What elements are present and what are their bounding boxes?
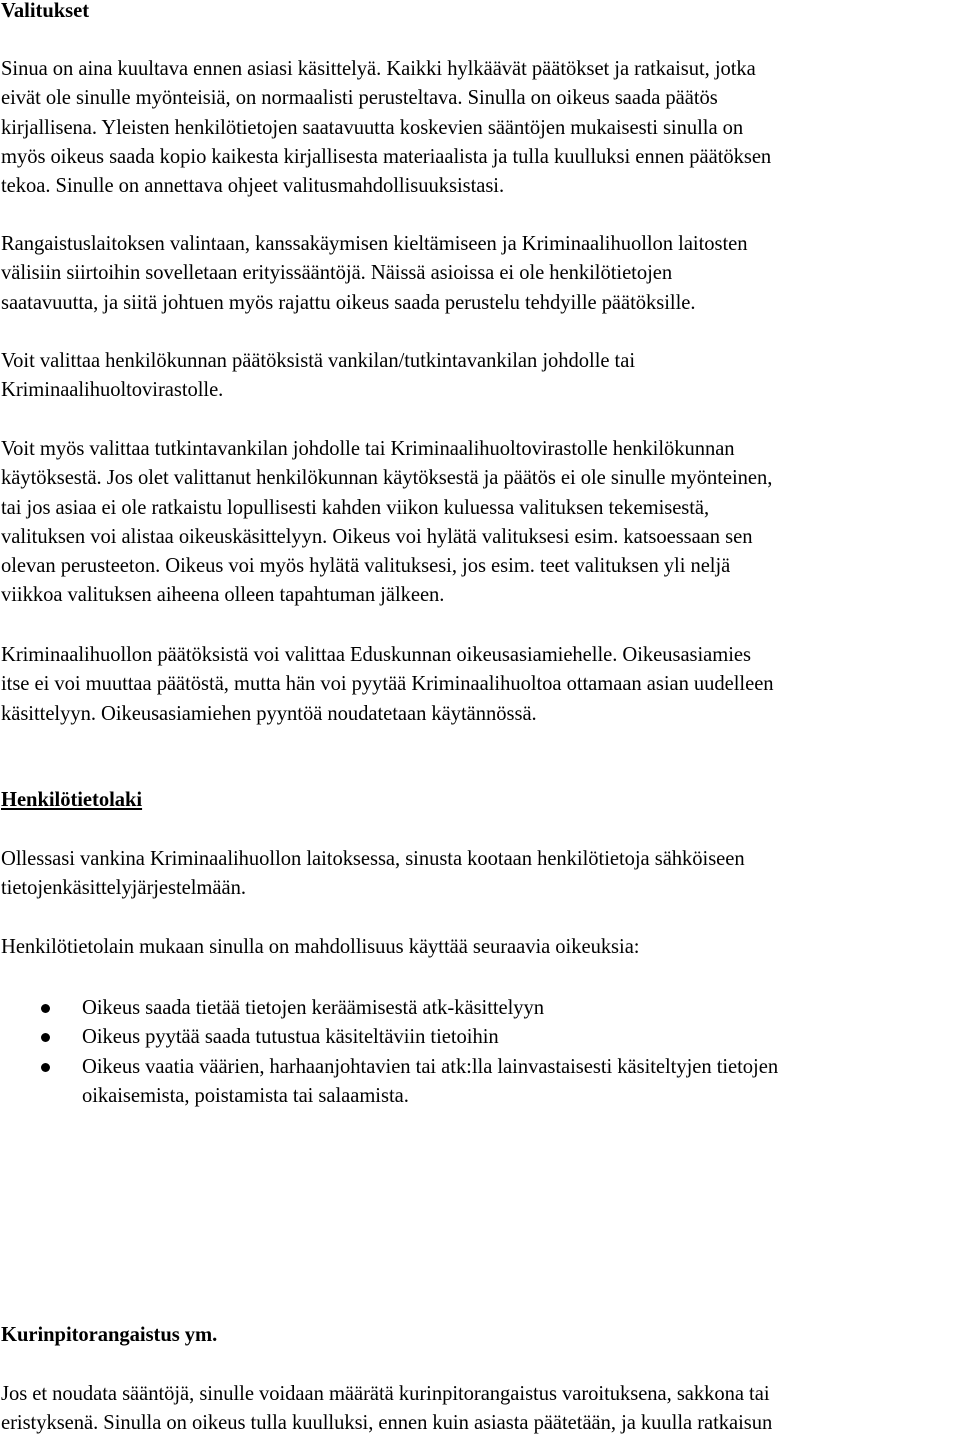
paragraph-valitukset-5 — [1, 641, 959, 729]
text-line: saatavuutta, ja siitä johtuen myös rajattu oikeus saada perustelu tehdyille päätöksille. — [1, 291, 696, 314]
text-line: tietojenkäsittelyjärjestelmään. — [1, 877, 246, 900]
text-line: eristyksenä. Sinulla on oikeus tulla kuulluksi, ennen kuin asiasta päätetään, ja kuulla ratkaisun — [1, 1412, 773, 1435]
list-item — [1, 994, 959, 1023]
text-line: Jos et noudata sääntöjä, sinulle voidaan määrätä kurinpitorangaistus varoituksena, sakkona tai — [1, 1383, 770, 1405]
text-line: olevan perusteeton. Oikeus voi myös hylätä valituksesi, jos esim. teet valituksen yli neljä — [1, 555, 731, 578]
text-line: Henkilötietolain mukaan sinulla on mahdollisuus käyttää seuraavia oikeuksia: — [1, 936, 640, 958]
text-line: Sinua on aina kuultava ennen asiasi käsittelyä. Kaikki hylkäävät päätökset ja ratkaisut, jotka — [1, 58, 756, 80]
text-line: Voit valittaa henkilökunnan päätöksistä vankilan/tutkintavankilan johdolle tai — [1, 350, 635, 372]
heading-valitukset: Valitukset — [1, 0, 89, 22]
text-line: viikkoa valituksen aiheena olleen tapahtuman jälkeen. — [1, 584, 445, 607]
text-line: Voit myös valittaa tutkintavankilan johdolle tai Kriminaalihuoltovirastolle henkilökunnan — [1, 438, 735, 460]
text-line: Kriminaalihuollon päätöksistä voi valittaa Eduskunnan oikeusasiamiehelle. Oikeusasiamies — [1, 644, 751, 666]
paragraph-henkilotietolaki-1 — [1, 845, 959, 904]
text-line: Oikeus saada tietää tietojen keräämisestä atk-käsittelyyn — [82, 997, 545, 1019]
text-line: Rangaistuslaitoksen valintaan, kanssakäymisen kieltämiseen ja Kriminaalihuollon laitosten — [1, 233, 748, 255]
text-line: oikaisemista, poistamista tai salaamista. — [82, 1084, 409, 1107]
text-line: käytöksestä. Jos olet valittanut henkilökunnan käytöksestä ja päätös ei ole sinulle myönteinen, — [1, 467, 773, 490]
text-line: valituksen voi alistaa oikeuskäsittelyyn. Oikeus voi hylätä valituksesi esim. katsoessaan sen — [1, 525, 753, 548]
text-line: eivät ole sinulle myönteisiä, on normaalisti perusteltava. Sinulla on oikeus saada päätös — [1, 87, 718, 110]
paragraph-valitukset-2 — [1, 230, 959, 318]
text-line: myös oikeus saada kopio kaikesta kirjallisesta materiaalista ja tulla kuulluksi ennen päätöksen — [1, 145, 772, 168]
text-line: tekoa. Sinulle on annettava ohjeet valitusmahdollisuuksistasi. — [1, 175, 505, 198]
rights-list — [1, 994, 959, 1111]
text-line: itse ei voi muuttaa päätöstä, mutta hän voi pyytää Kriminaalihuoltoa ottamaan asian uudelleen — [1, 673, 774, 696]
text-line: tai jos asiaa ei ole ratkaistu lopullisesti kahden viikon kuluessa valituksen tekemisestä, — [1, 496, 710, 519]
paragraph-kurinpito-1 — [1, 1380, 959, 1439]
paragraph-henkilotietolaki-2 — [1, 933, 959, 962]
text-line: käsittelyyn. Oikeusasiamiehen pyyntöä noudatetaan käytännössä. — [1, 702, 537, 725]
heading-henkilotietolaki: Henkilötietolaki — [1, 789, 143, 811]
text-line: Ollessasi vankina Kriminaalihuollon laitoksessa, sinusta kootaan henkilötietoja sähköiseen — [1, 848, 745, 870]
text-line: kirjallisena. Yleisten henkilötietojen saatavuutta koskevien sääntöjen mukaisesti sinulla on — [1, 116, 744, 139]
paragraph-valitukset-3 — [1, 347, 959, 406]
heading-kurinpitorangaistus: Kurinpitorangaistus ym. — [1, 1324, 218, 1346]
text-line: Oikeus vaatia väärien, harhaanjohtavien tai atk:lla lainvastaisesti käsiteltyjen tietojen — [82, 1055, 779, 1078]
text-line: Kriminaalihuoltovirastolle. — [1, 379, 224, 402]
list-item — [1, 1053, 959, 1112]
paragraph-valitukset-4 — [1, 435, 959, 611]
text-line: Oikeus pyytää saada tutustua käsiteltäviin tietoihin — [82, 1026, 499, 1049]
text-line: välisiin siirtoihin sovelletaan erityissääntöjä. Näissä asioissa ei ole henkilötietojen — [1, 262, 673, 285]
list-item — [1, 1023, 959, 1052]
paragraph-valitukset-1 — [1, 55, 959, 201]
